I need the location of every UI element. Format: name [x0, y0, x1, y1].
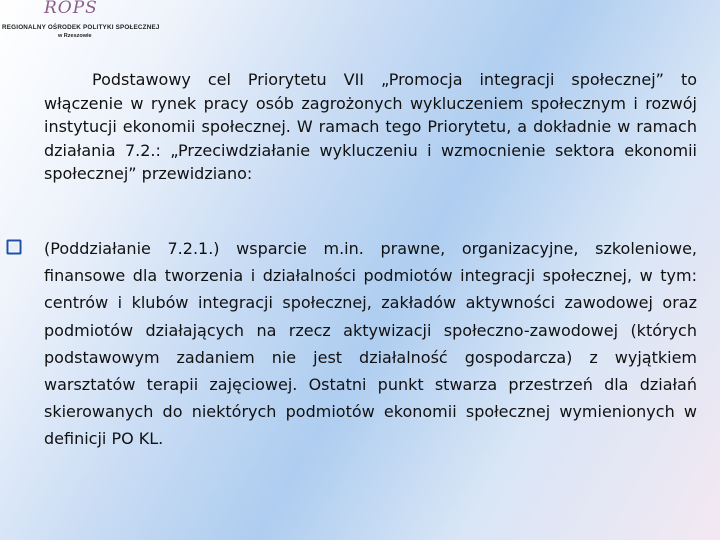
logo-location: w Rzeszowie	[58, 33, 92, 39]
intro-paragraph	[44, 68, 697, 186]
logo-institution-name: REGIONALNY OŚRODEK POLITYKI SPOŁECZNEJ	[2, 24, 160, 31]
checkbox-square-icon	[6, 239, 22, 255]
rops-logo	[0, 0, 160, 40]
bullet-text: (Poddziałanie 7.2.1.) wsparcie m.in. prawne, organizacyjne, szkoleniowe, finansowe dla tworzenia i działalności podmiotów integracji społecznej, w tym: centrów i klubów integracji społecznej, zakładów aktywności zawodowej oraz podmiotów działających na rzecz aktywizacji społeczno-zawodowej (których podstawowym zadaniem nie jest działalność gospodarcza) z wyjątkiem warsztatów terapii zajęciowej. Ostatni punkt stwarza przestrzeń dla działań skierowanych do niektórych podmiotów ekonomii społecznej wymienionych w definicji PO KL.	[44, 239, 697, 449]
intro-text: Podstawowy cel Priorytetu VII „Promocja integracji społecznej” to włączenie w rynek pracy osób zagrożonych wykluczeniem społecznym i rozwój instytucji ekonomii społecznej. W ramach tego Priorytetu, a dokładnie w ramach działania 7.2.: „Przeciwdziałanie wykluczeniu i wzmocnienie sektora ekonomii społecznej” przewidziano:	[44, 70, 697, 183]
logo-mark: ROPS	[44, 0, 98, 18]
bullet-item	[6, 235, 697, 453]
